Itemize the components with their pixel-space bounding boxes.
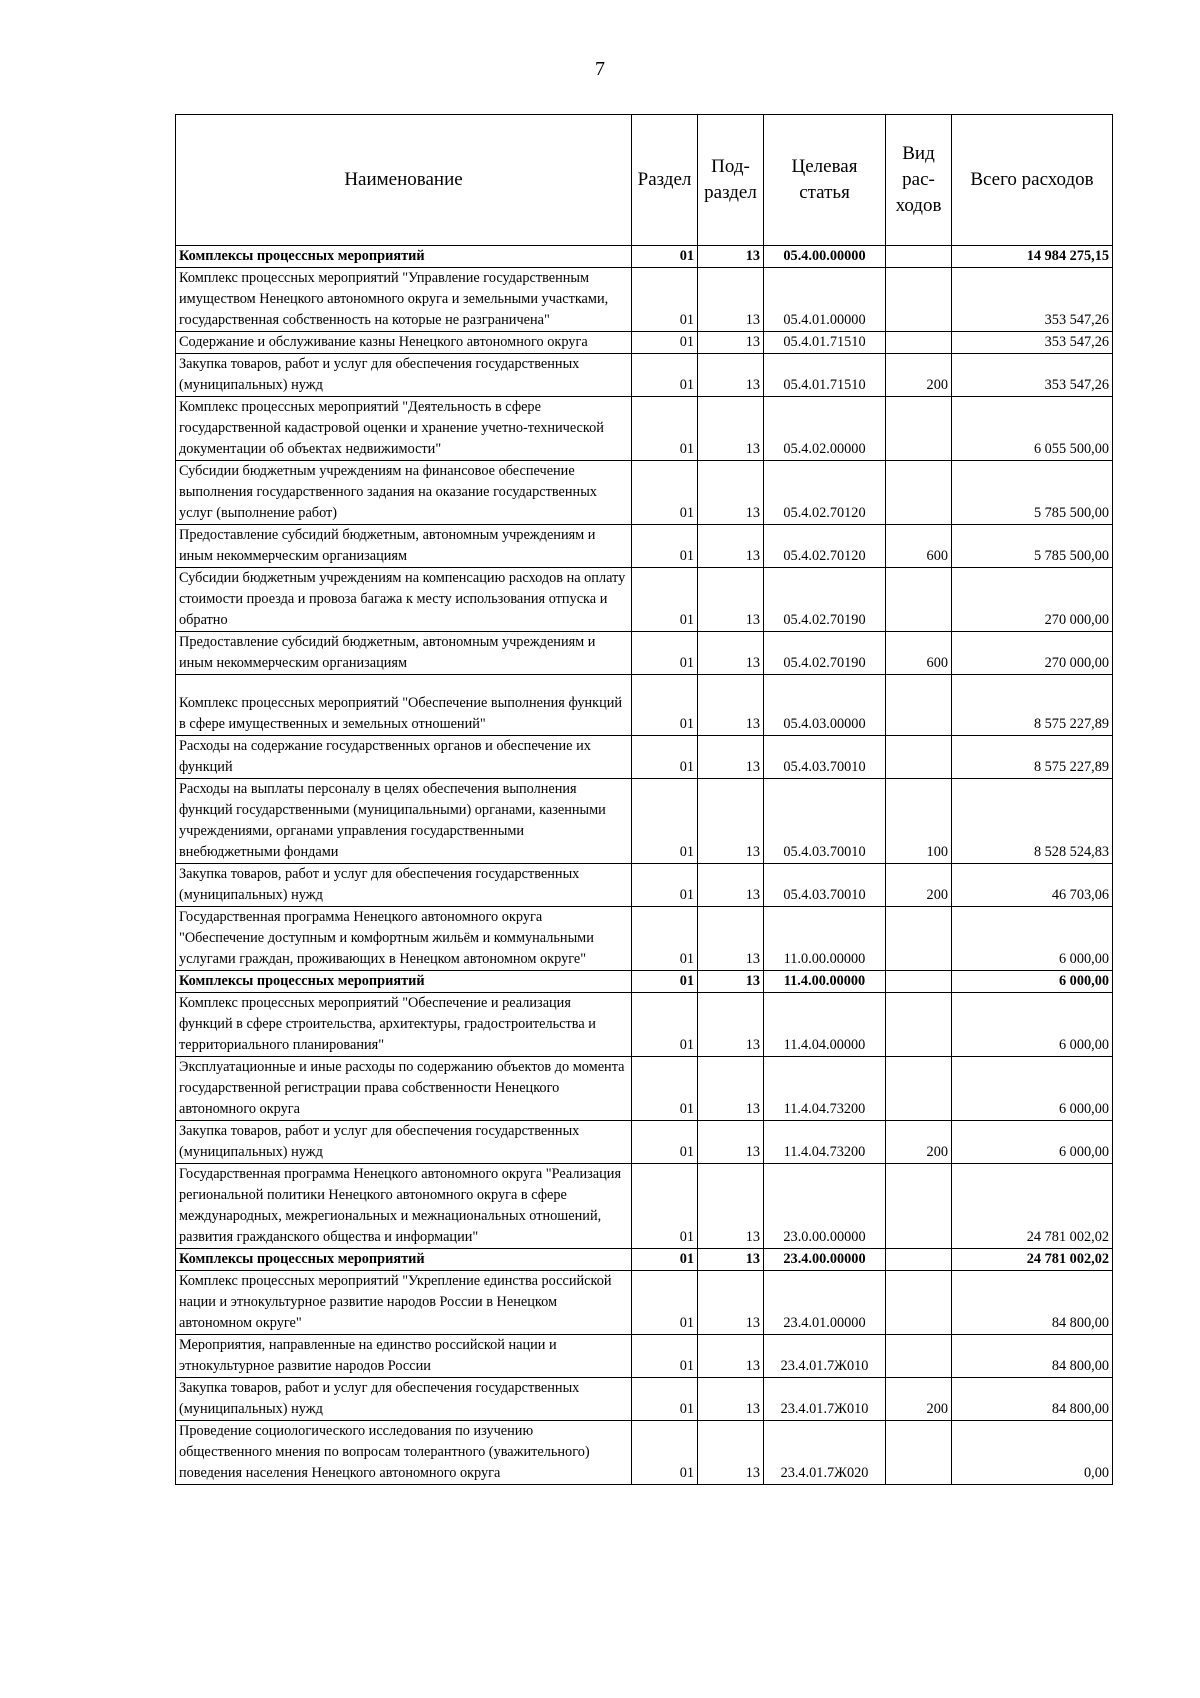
cell-celevaya: 23.4.01.7Ж010	[764, 1335, 886, 1378]
cell-razdel: 01	[632, 354, 698, 397]
cell-vsego: 6 000,00	[952, 1057, 1113, 1121]
cell-razdel: 01	[632, 268, 698, 332]
cell-vid	[886, 246, 952, 268]
cell-vsego: 353 547,26	[952, 354, 1113, 397]
cell-razdel: 01	[632, 864, 698, 907]
cell-vsego: 14 984 275,15	[952, 246, 1113, 268]
cell-podrazdel: 13	[698, 736, 764, 779]
cell-razdel: 01	[632, 1121, 698, 1164]
cell-vid	[886, 268, 952, 332]
cell-celevaya: 05.4.03.70010	[764, 736, 886, 779]
cell-razdel: 01	[632, 993, 698, 1057]
cell-razdel: 01	[632, 1249, 698, 1271]
cell-razdel: 01	[632, 1164, 698, 1249]
cell-vid	[886, 675, 952, 736]
cell-razdel: 01	[632, 1335, 698, 1378]
cell-celevaya: 05.4.02.70120	[764, 461, 886, 525]
cell-name: Субсидии бюджетным учреждениям на компенсацию расходов на оплату стоимости проезда и провоза багажа к месту использования отпуска и обратно	[176, 568, 632, 632]
cell-vid: 600	[886, 632, 952, 675]
cell-podrazdel: 13	[698, 268, 764, 332]
table-row	[176, 461, 1113, 525]
table-row	[176, 397, 1113, 461]
table-row	[176, 268, 1113, 332]
cell-vid: 200	[886, 1378, 952, 1421]
cell-vsego: 8 575 227,89	[952, 736, 1113, 779]
header-name: Наименование	[176, 115, 632, 246]
cell-vid	[886, 332, 952, 354]
table-row	[176, 1271, 1113, 1335]
cell-name: Предоставление субсидий бюджетным, автономным учреждениям и иным некоммерческим организациям	[176, 632, 632, 675]
cell-vid	[886, 907, 952, 971]
cell-vsego: 84 800,00	[952, 1335, 1113, 1378]
cell-celevaya: 05.4.00.00000	[764, 246, 886, 268]
cell-podrazdel: 13	[698, 993, 764, 1057]
cell-podrazdel: 13	[698, 971, 764, 993]
cell-razdel: 01	[632, 397, 698, 461]
cell-celevaya: 23.4.01.7Ж020	[764, 1421, 886, 1485]
cell-razdel: 01	[632, 779, 698, 864]
cell-vid	[886, 1164, 952, 1249]
cell-celevaya: 05.4.02.70120	[764, 525, 886, 568]
cell-razdel: 01	[632, 1271, 698, 1335]
cell-podrazdel: 13	[698, 246, 764, 268]
cell-celevaya: 05.4.01.71510	[764, 354, 886, 397]
cell-celevaya: 23.4.01.7Ж010	[764, 1378, 886, 1421]
cell-vid	[886, 397, 952, 461]
table-row	[176, 864, 1113, 907]
cell-vid	[886, 736, 952, 779]
cell-name: Субсидии бюджетным учреждениям на финансовое обеспечение выполнения государственного задания на оказание государственных услуг (выполнение работ)	[176, 461, 632, 525]
cell-name: Комплексы процессных мероприятий	[176, 1249, 632, 1271]
cell-vsego: 5 785 500,00	[952, 525, 1113, 568]
table-row	[176, 971, 1113, 993]
page-number: 7	[595, 58, 605, 80]
cell-razdel: 01	[632, 907, 698, 971]
cell-razdel: 01	[632, 1421, 698, 1485]
cell-celevaya: 05.4.01.71510	[764, 332, 886, 354]
table-row	[176, 779, 1113, 864]
cell-name: Предоставление субсидий бюджетным, автономным учреждениям и иным некоммерческим организациям	[176, 525, 632, 568]
cell-name: Мероприятия, направленные на единство российской нации и этнокультурное развитие народов России	[176, 1335, 632, 1378]
cell-vsego: 6 000,00	[952, 993, 1113, 1057]
table-row	[176, 907, 1113, 971]
cell-celevaya: 11.4.04.73200	[764, 1057, 886, 1121]
cell-podrazdel: 13	[698, 1249, 764, 1271]
cell-vid	[886, 993, 952, 1057]
header-row	[176, 115, 1113, 246]
cell-vsego: 6 000,00	[952, 1121, 1113, 1164]
cell-celevaya: 11.4.04.00000	[764, 993, 886, 1057]
cell-razdel: 01	[632, 632, 698, 675]
cell-vsego: 353 547,26	[952, 332, 1113, 354]
cell-name: Закупка товаров, работ и услуг для обеспечения государственных (муниципальных) нужд	[176, 354, 632, 397]
cell-vid	[886, 461, 952, 525]
cell-vid: 100	[886, 779, 952, 864]
cell-name: Комплекс процессных мероприятий "Укрепление единства российской нации и этнокультурное развитие народов России в Ненецком автономном округе"	[176, 1271, 632, 1335]
table-row	[176, 332, 1113, 354]
cell-podrazdel: 13	[698, 461, 764, 525]
table-row	[176, 525, 1113, 568]
cell-podrazdel: 13	[698, 332, 764, 354]
cell-vsego: 6 000,00	[952, 907, 1113, 971]
cell-vid: 200	[886, 1121, 952, 1164]
cell-vsego: 8 575 227,89	[952, 675, 1113, 736]
cell-vsego: 270 000,00	[952, 632, 1113, 675]
cell-podrazdel: 13	[698, 525, 764, 568]
header-vsego: Всего расходов	[952, 115, 1113, 246]
cell-vid	[886, 1335, 952, 1378]
cell-podrazdel: 13	[698, 1271, 764, 1335]
cell-name: Содержание и обслуживание казны Ненецкого автономного округа	[176, 332, 632, 354]
cell-name: Эксплуатационные и иные расходы по содержанию объектов до момента государственной регистрации права собственности Ненецкого автономного округа	[176, 1057, 632, 1121]
cell-vsego: 84 800,00	[952, 1271, 1113, 1335]
table-row	[176, 1421, 1113, 1485]
table-body	[176, 246, 1113, 1485]
cell-podrazdel: 13	[698, 1164, 764, 1249]
cell-razdel: 01	[632, 568, 698, 632]
cell-name: Закупка товаров, работ и услуг для обеспечения государственных (муниципальных) нужд	[176, 864, 632, 907]
cell-name: Закупка товаров, работ и услуг для обеспечения государственных (муниципальных) нужд	[176, 1378, 632, 1421]
cell-vid: 600	[886, 525, 952, 568]
cell-razdel: 01	[632, 332, 698, 354]
cell-vid: 200	[886, 354, 952, 397]
cell-vsego: 0,00	[952, 1421, 1113, 1485]
table-row	[176, 1164, 1113, 1249]
cell-razdel: 01	[632, 461, 698, 525]
cell-celevaya: 11.4.04.73200	[764, 1121, 886, 1164]
cell-vsego: 24 781 002,02	[952, 1249, 1113, 1271]
cell-podrazdel: 13	[698, 1057, 764, 1121]
header-celevaya: Целевая статья	[764, 115, 886, 246]
cell-name: Государственная программа Ненецкого автономного округа "Реализация региональной политики Ненецкого автономного округа в сфере международных, межрегиональных и межнациональных отношений, развития гражданского общества и информации"	[176, 1164, 632, 1249]
cell-podrazdel: 13	[698, 354, 764, 397]
cell-podrazdel: 13	[698, 779, 764, 864]
table-row	[176, 993, 1113, 1057]
cell-celevaya: 11.4.00.00000	[764, 971, 886, 993]
cell-name: Комплекс процессных мероприятий "Обеспечение выполнения функций в сфере имущественных и земельных отношений"	[176, 675, 632, 736]
table-row	[176, 354, 1113, 397]
cell-vid	[886, 1249, 952, 1271]
cell-vsego: 6 055 500,00	[952, 397, 1113, 461]
table-row	[176, 736, 1113, 779]
table-row	[176, 1249, 1113, 1271]
cell-name: Комплекс процессных мероприятий "Деятельность в сфере государственной кадастровой оценки и хранение учетно-технической документации об объектах недвижимости"	[176, 397, 632, 461]
cell-celevaya: 05.4.03.70010	[764, 864, 886, 907]
cell-razdel: 01	[632, 736, 698, 779]
cell-podrazdel: 13	[698, 907, 764, 971]
cell-vsego: 8 528 524,83	[952, 779, 1113, 864]
cell-celevaya: 23.4.01.00000	[764, 1271, 886, 1335]
cell-celevaya: 05.4.02.00000	[764, 397, 886, 461]
cell-vsego: 46 703,06	[952, 864, 1113, 907]
header-vid: Вид рас- ходов	[886, 115, 952, 246]
cell-name: Комплексы процессных мероприятий	[176, 971, 632, 993]
cell-vsego: 24 781 002,02	[952, 1164, 1113, 1249]
cell-name: Комплекс процессных мероприятий "Управление государственным имуществом Ненецкого автономного округа и земельными участками, государственная собственность на которые не разграничена"	[176, 268, 632, 332]
cell-name: Государственная программа Ненецкого автономного округа "Обеспечение доступным и комфортным жильём и коммунальными услугами граждан, проживающих в Ненецком автономном округе"	[176, 907, 632, 971]
table-row	[176, 1378, 1113, 1421]
cell-vid	[886, 1421, 952, 1485]
cell-razdel: 01	[632, 1378, 698, 1421]
header-podrazdel: Под- раздел	[698, 115, 764, 246]
cell-name: Комплексы процессных мероприятий	[176, 246, 632, 268]
cell-podrazdel: 13	[698, 1421, 764, 1485]
cell-name: Проведение социологического исследования по изучению общественного мнения по вопросам толерантного (уважительного) поведения населения Ненецкого автономного округа	[176, 1421, 632, 1485]
cell-razdel: 01	[632, 1057, 698, 1121]
cell-celevaya: 11.0.00.00000	[764, 907, 886, 971]
cell-vsego: 84 800,00	[952, 1378, 1113, 1421]
cell-razdel: 01	[632, 675, 698, 736]
cell-vid: 200	[886, 864, 952, 907]
cell-vid	[886, 1057, 952, 1121]
table-row	[176, 1335, 1113, 1378]
table-row	[176, 632, 1113, 675]
table-row	[176, 1121, 1113, 1164]
table-row	[176, 246, 1113, 268]
cell-podrazdel: 13	[698, 568, 764, 632]
cell-vsego: 270 000,00	[952, 568, 1113, 632]
cell-podrazdel: 13	[698, 864, 764, 907]
cell-name: Комплекс процессных мероприятий "Обеспечение и реализация функций в сфере строительства, архитектуры, градостроительства и территориального планирования"	[176, 993, 632, 1057]
cell-podrazdel: 13	[698, 675, 764, 736]
cell-podrazdel: 13	[698, 397, 764, 461]
cell-celevaya: 05.4.01.00000	[764, 268, 886, 332]
cell-podrazdel: 13	[698, 1121, 764, 1164]
budget-table	[175, 114, 1113, 1485]
cell-celevaya: 23.4.00.00000	[764, 1249, 886, 1271]
table-row	[176, 568, 1113, 632]
cell-vsego: 5 785 500,00	[952, 461, 1113, 525]
cell-razdel: 01	[632, 246, 698, 268]
table-row	[176, 675, 1113, 736]
cell-razdel: 01	[632, 525, 698, 568]
header-razdel: Раздел	[632, 115, 698, 246]
cell-vsego: 6 000,00	[952, 971, 1113, 993]
cell-razdel: 01	[632, 971, 698, 993]
table-row	[176, 1057, 1113, 1121]
cell-podrazdel: 13	[698, 1378, 764, 1421]
cell-celevaya: 05.4.03.00000	[764, 675, 886, 736]
cell-celevaya: 05.4.02.70190	[764, 632, 886, 675]
cell-celevaya: 05.4.02.70190	[764, 568, 886, 632]
cell-name: Закупка товаров, работ и услуг для обеспечения государственных (муниципальных) нужд	[176, 1121, 632, 1164]
cell-vid	[886, 1271, 952, 1335]
cell-podrazdel: 13	[698, 632, 764, 675]
cell-celevaya: 05.4.03.70010	[764, 779, 886, 864]
cell-name: Расходы на выплаты персоналу в целях обеспечения выполнения функций государственными (муниципальными) органами, казенными учреждениями, органами управления государственными внебюджетными фондами	[176, 779, 632, 864]
cell-vsego: 353 547,26	[952, 268, 1113, 332]
cell-vid	[886, 568, 952, 632]
cell-vid	[886, 971, 952, 993]
cell-name: Расходы на содержание государственных органов и обеспечение их функций	[176, 736, 632, 779]
cell-podrazdel: 13	[698, 1335, 764, 1378]
cell-celevaya: 23.0.00.00000	[764, 1164, 886, 1249]
